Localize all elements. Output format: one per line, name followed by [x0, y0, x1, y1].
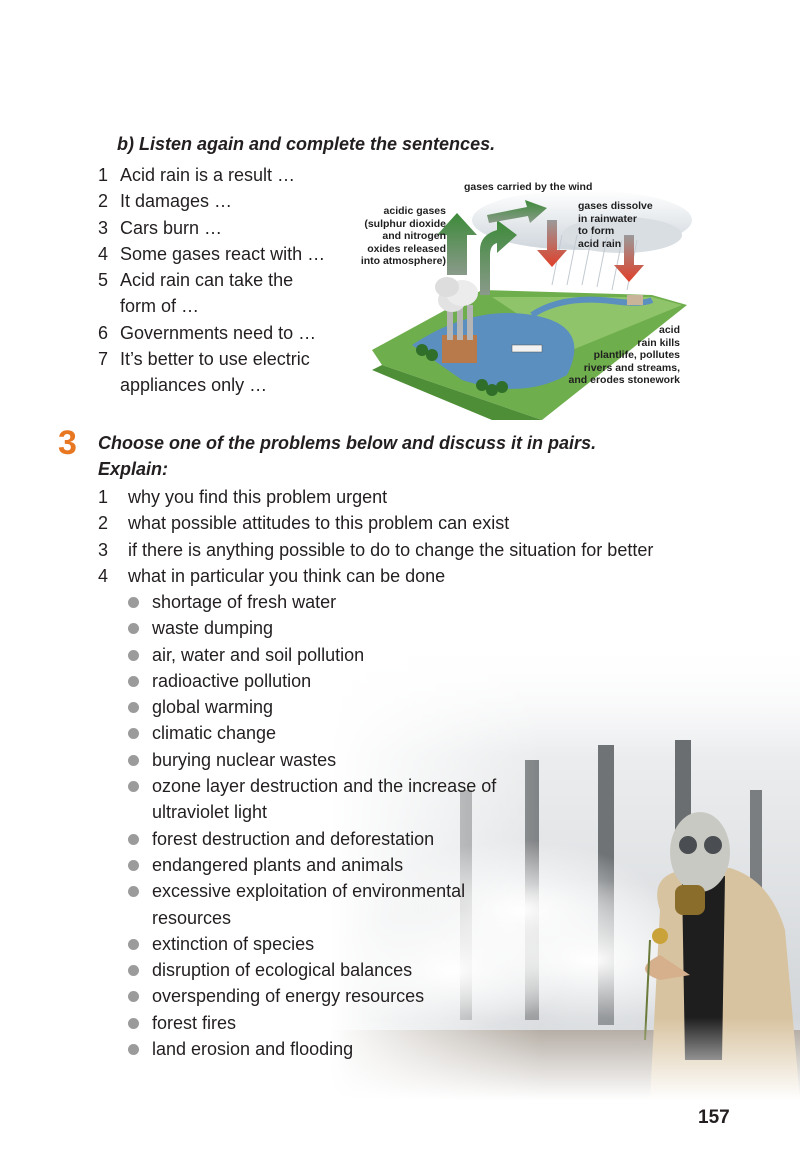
problem-text: radioactive pollution: [152, 670, 312, 691]
list-item: 7 It’s better to use electric: [98, 349, 310, 370]
bullet-icon: [128, 702, 139, 713]
bullet-icon: [128, 728, 139, 739]
list-item: 1 why you find this problem urgent: [98, 487, 388, 507]
list-item: 5 Acid rain can take the: [98, 270, 294, 291]
list-item: 4 Some gases react with …: [98, 243, 326, 264]
bullet-icon: [128, 1044, 139, 1055]
bullet-icon: [128, 834, 139, 845]
label-acidic: acidic gases (sulphur dioxide and nitrogen oxides released into atmosphere): [360, 205, 446, 267]
list-item: appliances only …: [120, 375, 268, 396]
bullet-icon: [128, 886, 139, 897]
problem-text: forest destruction and deforestation: [152, 828, 435, 849]
problem-text: resources: [152, 907, 232, 928]
problem-text: burying nuclear wastes: [152, 749, 337, 770]
list-item: 1 Acid rain is a result …: [98, 165, 296, 185]
problem-text: land erosion and flooding: [152, 1039, 354, 1060]
problem-item: [128, 931, 548, 957]
problem-item: [128, 826, 548, 852]
bullet-icon: [128, 939, 139, 950]
problem-item: [128, 720, 548, 746]
problem-item: [128, 773, 548, 826]
label-wind: gases carried by the wind: [464, 181, 593, 193]
list-item: 2 It damages …: [98, 191, 233, 212]
bullet-icon: [128, 650, 139, 661]
problem-item: [128, 747, 548, 773]
bullet-icon: [128, 623, 139, 634]
task-3-questions: [98, 484, 698, 589]
bullet-icon: [128, 965, 139, 976]
problem-text: disruption of ecological balances: [152, 960, 413, 981]
bullet-icon: [128, 781, 139, 792]
problem-text: waste dumping: [152, 618, 274, 639]
problem-text: excessive exploitation of environmental: [152, 881, 466, 902]
problem-text: air, water and soil pollution: [152, 644, 365, 665]
list-item: 3 if there is anything possible to do to change the situation for better: [98, 539, 654, 560]
problem-text: global warming: [152, 697, 274, 718]
bullet-icon: [128, 1018, 139, 1029]
list-item: form of …: [120, 296, 200, 317]
label-kills: acid rain kills plantlife, pollutes rivers and streams, and erodes stonework: [568, 324, 680, 386]
list-item: 3 Cars burn …: [98, 217, 223, 238]
task-3-number: 3: [58, 424, 77, 462]
task-b-title: b) Listen again and complete the sentences.: [117, 134, 496, 154]
problem-item: [128, 852, 548, 878]
problem-text: forest fires: [152, 1012, 237, 1033]
problem-text: endangered plants and animals: [152, 854, 404, 875]
problem-item: [128, 694, 548, 720]
problem-text: extinction of species: [152, 933, 315, 954]
problem-item: [128, 589, 548, 615]
task-3-title: Choose one of the problems below and discuss it in pairs. Explain:: [98, 433, 597, 479]
label-dissolve: gases dissolve in rainwater to form acid rain: [578, 200, 653, 250]
problem-text: overspending of energy resources: [152, 986, 425, 1007]
problem-item: [128, 668, 548, 694]
problem-text: shortage of fresh water: [152, 592, 337, 612]
problem-item: [128, 1036, 548, 1062]
problem-item: [128, 957, 548, 983]
problem-item: [128, 878, 548, 931]
problem-text: ultraviolet light: [152, 802, 268, 823]
bullet-icon: [128, 755, 139, 766]
problem-item: [128, 642, 548, 668]
bullet-icon: [128, 597, 139, 608]
problem-item: [128, 1010, 548, 1036]
problem-text: climatic change: [152, 723, 277, 744]
bullet-icon: [128, 860, 139, 871]
bullet-icon: [128, 991, 139, 1002]
list-item: 6 Governments need to …: [98, 322, 317, 343]
problem-item: [128, 615, 548, 641]
list-item: 4 what in particular you think can be done: [98, 565, 446, 586]
problem-item: [128, 983, 548, 1009]
bullet-icon: [128, 676, 139, 687]
task-b-list: [98, 162, 358, 399]
problem-text: ozone layer destruction and the increase of: [152, 776, 497, 797]
list-item: 2 what possible attitudes to this problem can exist: [98, 513, 510, 534]
page-number: 157: [698, 1107, 730, 1128]
problem-list: [128, 589, 548, 1062]
acid-rain-diagram: [352, 175, 692, 420]
